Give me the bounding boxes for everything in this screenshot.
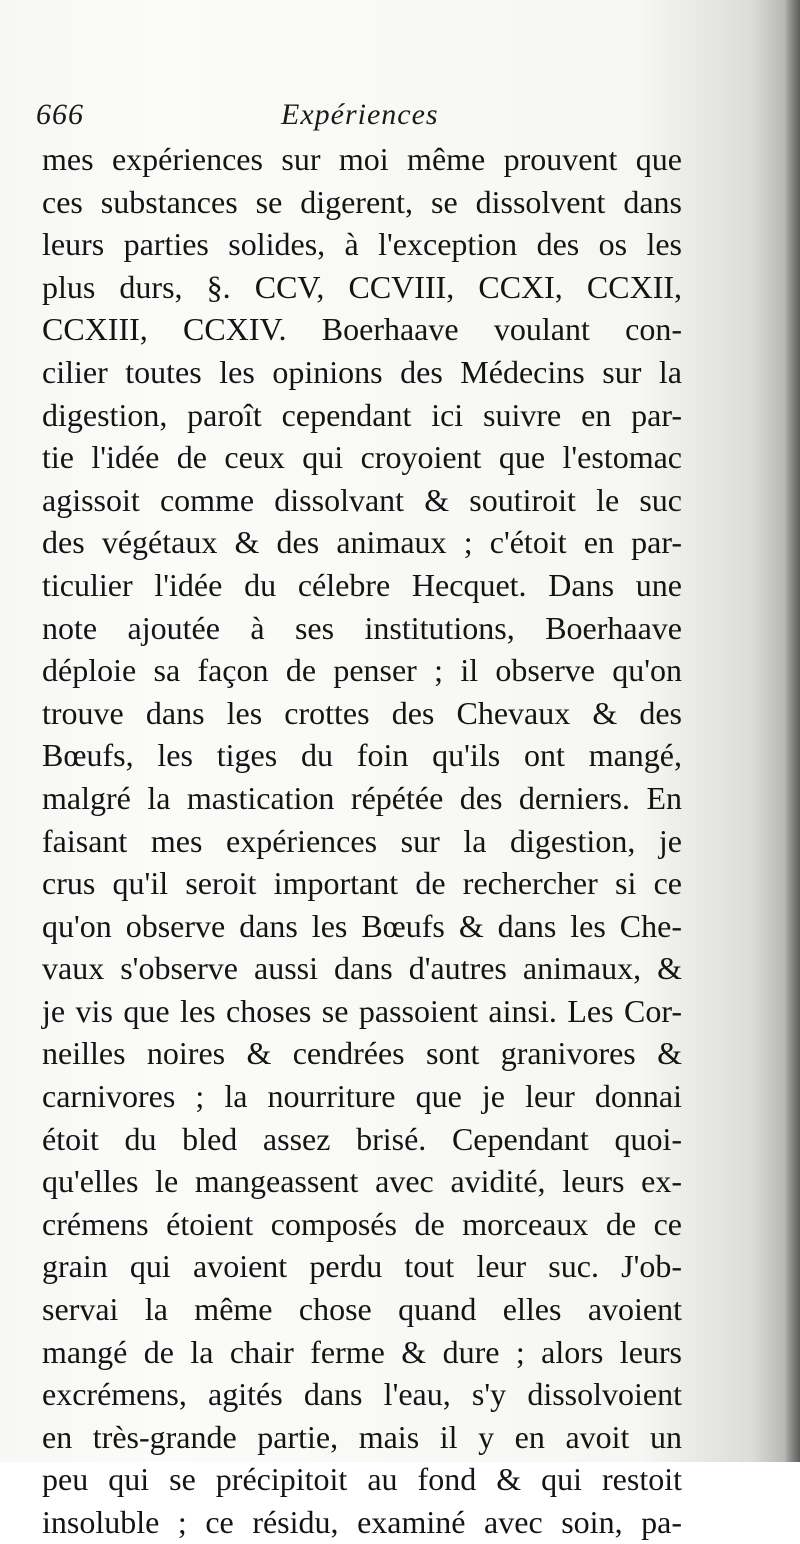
text-line: trouve dans les crottes des Chevaux & des	[42, 694, 682, 731]
text-line: vaux s'observe aussi dans d'autres animaux, &	[42, 950, 682, 987]
text-line: plus durs, §. CCV, CCVIII, CCXI, CCXII,	[42, 268, 682, 305]
text-line: insoluble ; ce résidu, examiné avec soin, pa-	[42, 1504, 682, 1540]
text-line: neilles noires & cendrées sont granivores &	[42, 1035, 682, 1072]
text-line: ticulier l'idée du célebre Hecquet. Dans une	[42, 566, 682, 603]
text-line: leurs parties solides, à l'exception des os les	[42, 226, 682, 263]
text-line: Bœufs, les tiges du foin qu'ils ont mangé,	[42, 737, 682, 774]
text-line: excrémens, agités dans l'eau, s'y dissolvoient	[42, 1376, 682, 1413]
text-line: servai la même chose quand elles avoient	[42, 1291, 682, 1328]
text-line: mes expériences sur moi même prouvent que	[42, 141, 682, 177]
text-line: étoit du bled assez brisé. Cependant quoi-	[42, 1120, 682, 1157]
text-line: tie l'idée de ceux qui croyoient que l'estomac	[42, 439, 682, 476]
page-number: 666	[36, 98, 84, 131]
text-line: malgré la mastication répétée des derniers. En	[42, 779, 682, 816]
text-line: carnivores ; la nourriture que je leur donnai	[42, 1078, 682, 1115]
text-line: peu qui se précipitoit au fond & qui restoit	[42, 1461, 682, 1498]
body-text	[42, 138, 682, 1544]
text-line: crémens étoient composés de morceaux de ce	[42, 1205, 682, 1242]
text-line: mangé de la chair ferme & dure ; alors leurs	[42, 1333, 682, 1370]
text-line: je vis que les choses se passoient ainsi. Les Cor-	[42, 992, 682, 1029]
text-line: CCXIII, CCXIV. Boerhaave voulant con-	[42, 311, 682, 348]
page-header	[36, 98, 686, 142]
text-line: ces substances se digerent, se dissolvent dans	[42, 183, 682, 220]
running-head: Expériences	[281, 98, 439, 131]
text-line: agissoit comme dissolvant & soutiroit le suc	[42, 481, 682, 518]
text-line: faisant mes expériences sur la digestion, je	[42, 822, 682, 859]
text-line: des végétaux & des animaux ; c'étoit en par-	[42, 524, 682, 561]
text-line: en très-grande partie, mais il y en avoit un	[42, 1418, 682, 1455]
text-line: qu'on observe dans les Bœufs & dans les Che-	[42, 907, 682, 944]
text-line: déploie sa façon de penser ; il observe qu'on	[42, 652, 682, 689]
text-line: qu'elles le mangeassent avec avidité, leurs ex-	[42, 1163, 682, 1200]
text-line: note ajoutée à ses institutions, Boerhaave	[42, 609, 682, 646]
text-line: crus qu'il seroit important de rechercher si ce	[42, 865, 682, 902]
text-line: cilier toutes les opinions des Médecins sur la	[42, 353, 682, 390]
text-line: digestion, paroît cependant ici suivre en par-	[42, 396, 682, 433]
text-line: grain qui avoient perdu tout leur suc. J'ob-	[42, 1248, 682, 1285]
